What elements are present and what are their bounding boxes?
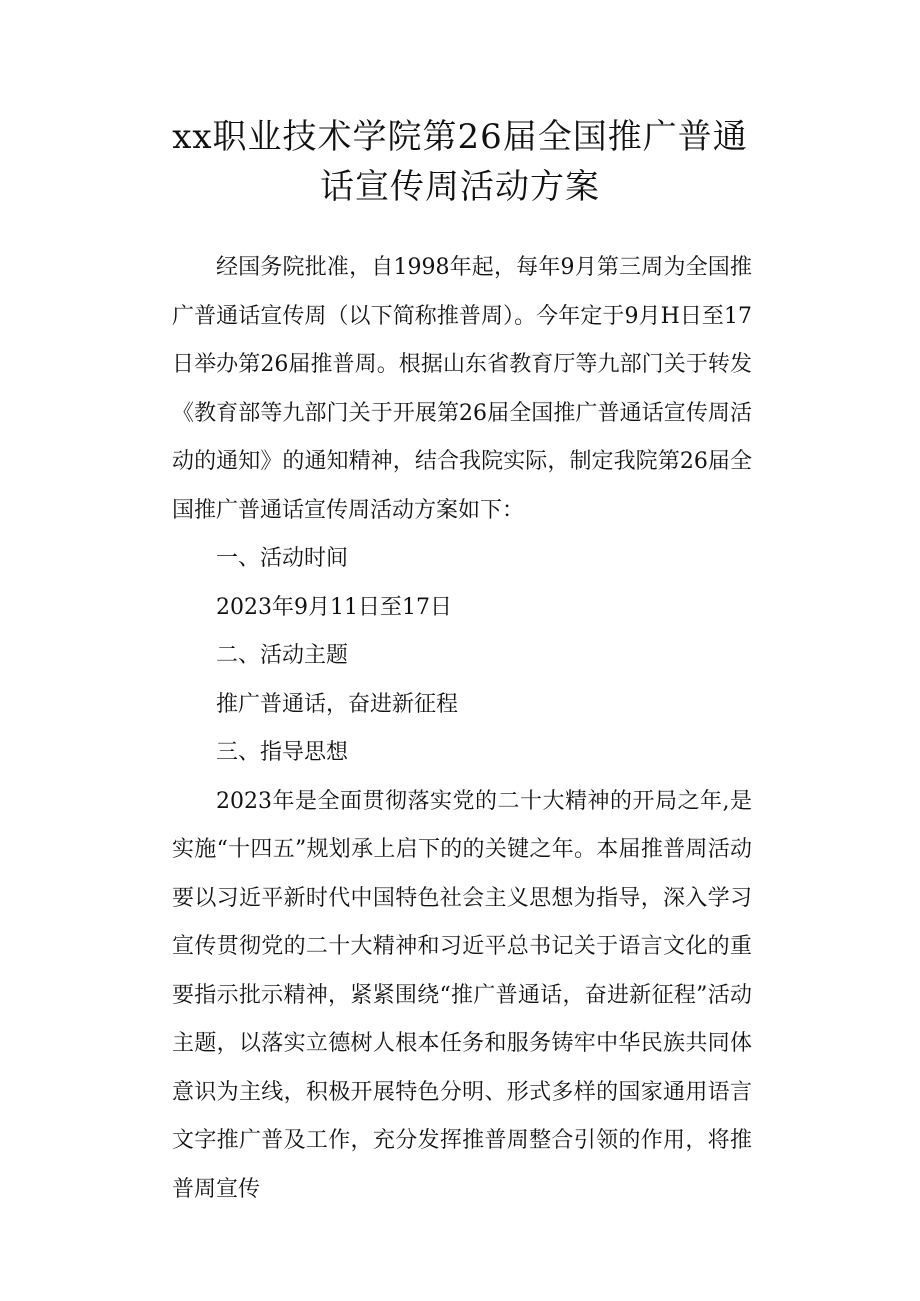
intro-paragraph: 经国务院批准，自1998年起，每年9月第三周为全国推广普通话宣传周（以下简称推普周）。今年定于9月H日至17日举办第26届推普周。根据山东省教育厅等九部门关于转发《教育部等九部门关于开展第26届全国推广普通话宣传周活动的通知》的通知精神，结合我院实际，制定我院第26届全国推广普通话宣传周活动方案如下： [172,255,752,523]
section-heading-theme: 二、活动主题 [216,643,349,668]
document-title [150,112,770,212]
guiding-paragraph: 2023年是全面贯彻落实党的二十大精神的开局之年,是实施“十四五”规划承上启下的的关键之年。本届推普周活动要以习近平新时代中国特色社会主义思想为指导，深入学习宣传贯彻党的二十大精神和习近平总书记关于语言文化的重要指示批示精神，紧紧围绕“推广普通话，奋进新征程”活动主题，以落实立德树人根本任务和服务铸牢中华民族共同体意识为主线，积极开展特色分明、形式多样的国家通用语言文字推广普及工作，充分发挥推普周整合引领的作用，将推普周宣传 [172,788,752,1202]
theme-paragraph: 推广普通话，奋进新征程 [216,691,459,717]
title-line-2: 话宣传周活动方案 [320,167,600,207]
document-body [172,244,752,1214]
time-paragraph: 2023年9月11日至17日 [216,594,452,620]
title-line-1: xx职业技术学院第26届全国推广普通 [172,117,748,157]
section-heading-time: 一、活动时间 [216,546,349,571]
section-heading-guiding: 三、指导思想 [216,740,349,765]
